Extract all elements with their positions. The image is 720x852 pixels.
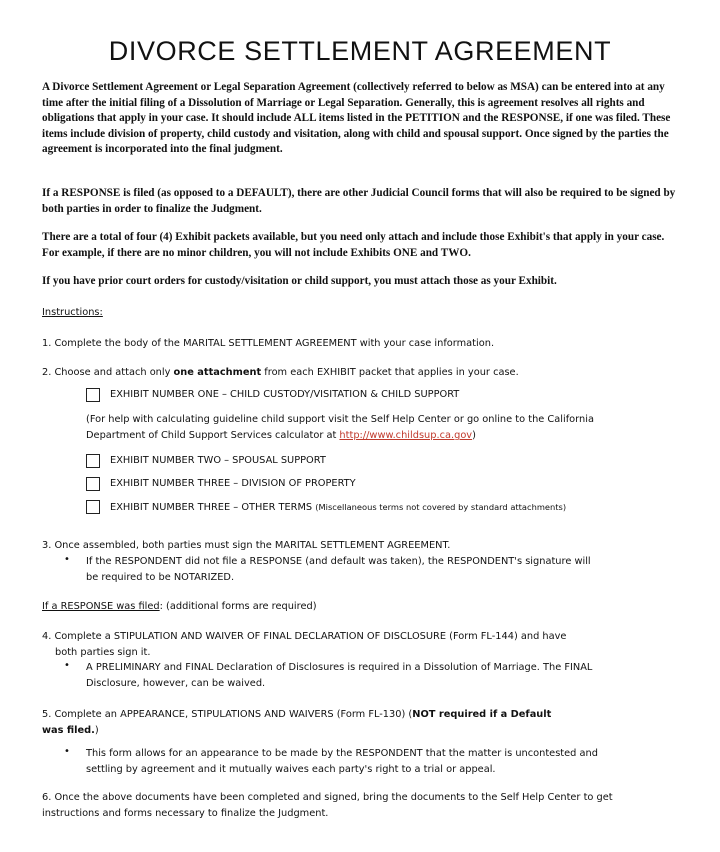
step-4-line-2: both parties sign it.	[55, 647, 151, 658]
exhibit-two-checkbox[interactable]	[86, 454, 100, 468]
step-5-bold-1: NOT required if a Default	[412, 709, 552, 720]
step-2-prefix: 2. Choose and attach only	[42, 367, 174, 378]
step-2-bold: one attachment	[173, 367, 262, 378]
exhibit-three-other-note: (Miscellaneous terms not covered by standard attachments)	[315, 502, 567, 512]
step-6	[42, 790, 702, 822]
step-5-suffix: )	[94, 725, 99, 736]
step-4-line-1: 4. Complete a STIPULATION AND WAIVER OF FINAL DECLARATION OF DISCLOSURE (Form FL-144) and have	[42, 631, 567, 642]
response-filed-heading	[42, 599, 682, 615]
help-note-line-2-prefix: Department of Child Support Services calculator at	[86, 430, 340, 441]
intro-paragraph-1: A Divorce Settlement Agreement or Legal Separation Agreement (collectively referred to below as MSA) can be entered into at any time after the initial filing of a Dissolution of Marriage or Legal Separation. Generally, this is agreement resolves all rights and obligations that apply in your case. It should include ALL items listed in the PETITION and the RESPONSE, if one was filed. These items include division of property, child custody and visitation, along with child and spousal support. Once signed by the parties the agreement is incorporated into the final judgment.	[42, 81, 671, 155]
step-5-line-2	[42, 723, 682, 739]
help-note-line-2	[86, 428, 686, 444]
help-note-line-1: (For help with calculating guideline child support visit the Self Help Center or go online to the California	[86, 414, 594, 425]
help-note	[86, 412, 686, 444]
exhibit-three-other-row	[110, 499, 700, 516]
step-1: 1. Complete the body of the MARITAL SETTLEMENT AGREEMENT with your case information.	[42, 338, 495, 349]
childsup-link[interactable]: http://www.childsup.ca.gov	[339, 430, 473, 441]
step-3-bullet-text	[86, 554, 686, 586]
step-5-bullet-line-2: settling by agreement and it mutually waives each party's right to a trial or appeal.	[86, 764, 496, 775]
step-5-bullet: •	[64, 746, 70, 757]
response-filed-underlined: If a RESPONSE was filed	[42, 601, 160, 612]
step-4	[42, 629, 682, 661]
step-6-line-2: instructions and forms necessary to finalize the Judgment.	[42, 808, 329, 819]
step-2-suffix: from each EXHIBIT packet that applies in your case.	[261, 367, 519, 378]
exhibit-two-label: EXHIBIT NUMBER TWO – SPOUSAL SUPPORT	[110, 455, 326, 466]
step-4-bullet-line-1: A PRELIMINARY and FINAL Declaration of Disclosures is required in a Dissolution of Marriage. The FINAL	[86, 662, 593, 673]
step-5-bullet-line-1: This form allows for an appearance to be made by the RESPONDENT that the matter is uncontested and	[86, 748, 598, 759]
step-3-bullet: •	[64, 554, 70, 565]
exhibit-three-other-label: EXHIBIT NUMBER THREE – OTHER TERMS	[110, 502, 316, 513]
step-5-line-1	[42, 707, 682, 723]
step-4-bullet-text	[86, 660, 686, 692]
step-5-bold-2: was filed.	[42, 725, 95, 736]
intro-paragraph-4: If you have prior court orders for custody/visitation or child support, you must attach those as your Exhibit.	[42, 275, 557, 287]
step-5	[42, 707, 682, 739]
exhibit-one-checkbox[interactable]	[86, 388, 100, 402]
step-3-bullet-line-2: be required to be NOTARIZED.	[86, 572, 235, 583]
page-title: DIVORCE SETTLEMENT AGREEMENT	[108, 36, 612, 66]
step-3-bullet-line-1: If the RESPONDENT did not file a RESPONSE (and default was taken), the RESPONDENT's signature will	[86, 556, 591, 567]
instructions-heading: Instructions:	[42, 307, 103, 318]
step-3: 3. Once assembled, both parties must sign the MARITAL SETTLEMENT AGREEMENT.	[42, 540, 451, 551]
step-6-line-1: 6. Once the above documents have been completed and signed, bring the documents to the Self Help Center to get	[42, 792, 613, 803]
step-5-bullet-text	[86, 746, 686, 778]
step-2	[42, 365, 682, 381]
exhibit-one-label: EXHIBIT NUMBER ONE – CHILD CUSTODY/VISITATION & CHILD SUPPORT	[110, 389, 460, 400]
step-4-bullet: •	[64, 660, 70, 671]
intro-paragraph-3: There are a total of four (4) Exhibit packets available, but you need only attach and include those Exhibit's that apply in your case. For example, if there are no minor children, you will not include Exhibits ONE and TWO.	[42, 231, 665, 259]
help-note-line-2-suffix: )	[472, 430, 476, 441]
exhibit-three-property-label: EXHIBIT NUMBER THREE – DIVISION OF PROPERTY	[110, 478, 356, 489]
step-5-prefix: 5. Complete an APPEARANCE, STIPULATIONS AND WAIVERS (Form FL-130) (	[42, 709, 413, 720]
intro-paragraph-2: If a RESPONSE is filed (as opposed to a DEFAULT), there are other Judicial Council forms that will also be required to be signed by both parties in order to finalize the Judgment.	[42, 187, 676, 215]
step-4-bullet-line-2: Disclosure, however, can be waived.	[86, 678, 266, 689]
exhibit-three-property-checkbox[interactable]	[86, 477, 100, 491]
response-filed-rest: : (additional forms are required)	[159, 601, 317, 612]
exhibit-three-other-checkbox[interactable]	[86, 500, 100, 514]
